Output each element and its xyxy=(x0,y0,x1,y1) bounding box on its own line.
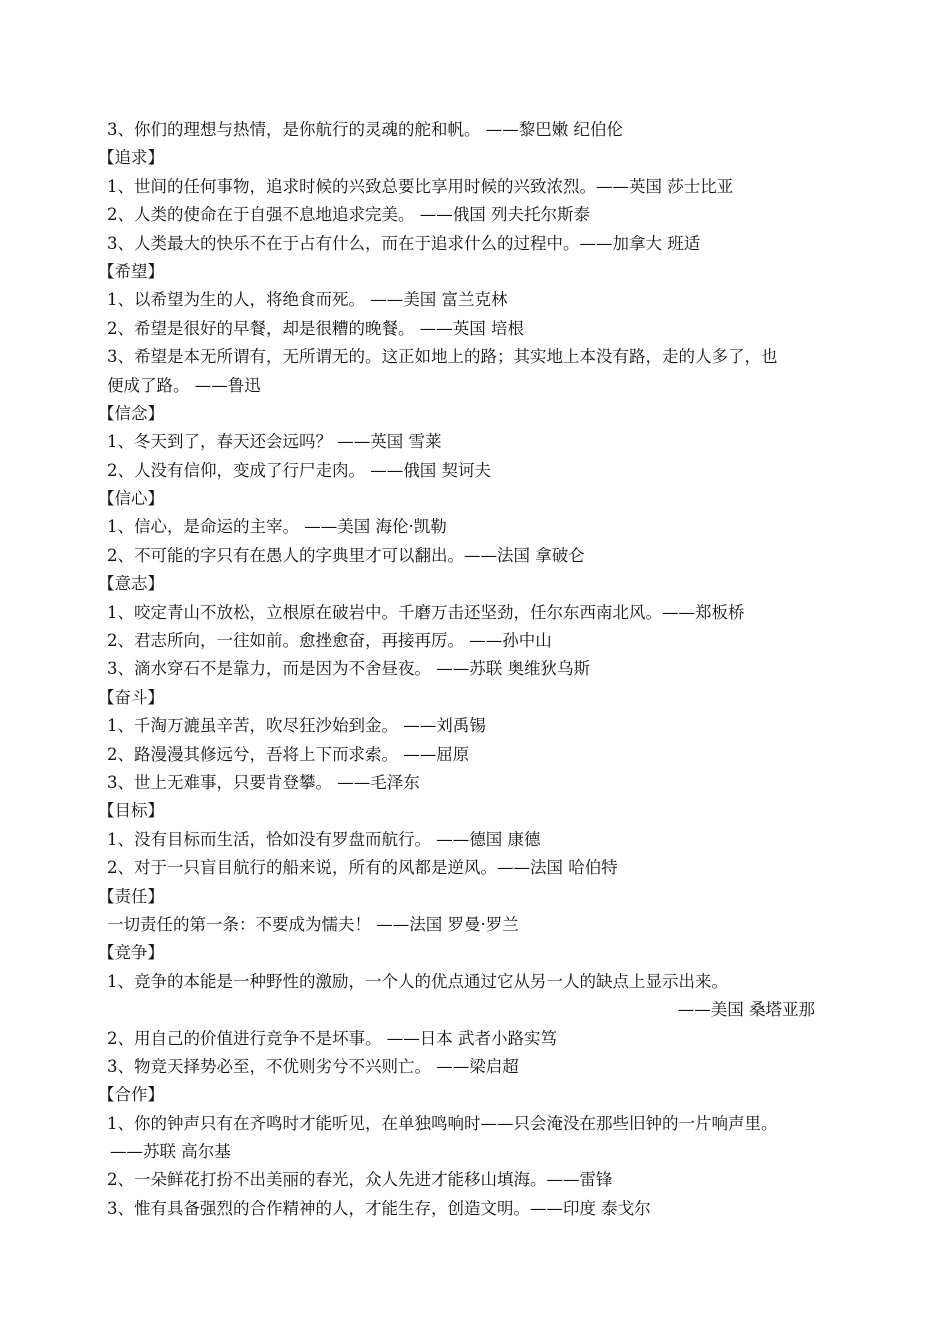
section-heading: 【目标】 xyxy=(98,801,164,821)
quote-line: 3、惟有具备强烈的合作精神的人，才能生存，创造文明。——印度 泰戈尔 xyxy=(107,1198,651,1218)
quote-line: 2、用自己的价值进行竞争不是坏事。 ——日本 武者小路实笃 xyxy=(107,1028,557,1048)
quote-line: 2、君志所向，一往如前。愈挫愈奋，再接再厉。 ——孙中山 xyxy=(107,631,552,651)
quote-attribution: ——美国 桑塔亚那 xyxy=(677,1000,815,1020)
quote-line: 3、你们的理想与热情，是你航行的灵魂的舵和帆。 ——黎巴嫩 纪伯伦 xyxy=(107,120,623,139)
quote-line: 1、以希望为生的人，将绝食而死。 ——美国 富兰克林 xyxy=(107,290,508,310)
section-heading: 【追求】 xyxy=(98,148,164,168)
quote-line: 2、人没有信仰，变成了行尸走肉。 ——俄国 契诃夫 xyxy=(107,460,491,480)
quote-line: 1、信心，是命运的主宰。 ——美国 海伦·凯勒 xyxy=(107,517,447,537)
quote-line: 1、世间的任何事物，追求时候的兴致总要比享用时候的兴致浓烈。——英国 莎士比亚 xyxy=(107,176,734,196)
quote-line: 2、一朵鲜花打扮不出美丽的春光，众人先进才能移山填海。——雷锋 xyxy=(107,1170,613,1190)
document-page xyxy=(98,116,867,1223)
quote-line: 一切责任的第一条：不要成为懦夫！ ——法国 罗曼·罗兰 xyxy=(107,914,519,934)
quote-line: 1、咬定青山不放松，立根原在破岩中。千磨万击还坚劲，任尔东西南北风。——郑板桥 xyxy=(107,602,745,622)
quote-line: 2、不可能的字只有在愚人的字典里才可以翻出。——法国 拿破仑 xyxy=(107,545,585,565)
quote-line: 2、希望是很好的早餐，却是很糟的晚餐。 ——英国 培根 xyxy=(107,318,524,338)
section-heading: 【信念】 xyxy=(98,403,164,423)
quote-line: 3、人类最大的快乐不在于占有什么，而在于追求什么的过程中。——加拿大 班适 xyxy=(107,233,701,253)
quote-line: 2、路漫漫其修远兮，吾将上下而求索。 ——屈原 xyxy=(107,744,470,764)
quote-attribution: ——苏联 高尔基 xyxy=(110,1142,231,1162)
section-heading: 【信心】 xyxy=(98,489,164,509)
quote-line: 1、没有目标而生活，恰如没有罗盘而航行。 ——德国 康德 xyxy=(107,829,541,849)
section-heading: 【竞争】 xyxy=(98,943,164,963)
section-heading: 【奋斗】 xyxy=(98,687,164,707)
quote-line: 3、滴水穿石不是靠力，而是因为不舍昼夜。 ——苏联 奥维狄乌斯 xyxy=(107,659,590,679)
quote-line: 2、对于一只盲目航行的船来说，所有的风都是逆风。——法国 哈伯特 xyxy=(107,858,618,878)
section-heading: 【希望】 xyxy=(98,261,164,281)
quote-line: 3、物竞天择势必至，不优则劣兮不兴则亡。 ——梁启超 xyxy=(107,1056,519,1076)
quote-line: 1、冬天到了，春天还会远吗？ ——英国 雪莱 xyxy=(107,432,442,452)
quote-line: 便成了路。 ——鲁迅 xyxy=(107,375,261,395)
section-heading: 【责任】 xyxy=(98,886,164,906)
quote-line: 2、人类的使命在于自强不息地追求完美。 ——俄国 列夫托尔斯泰 xyxy=(107,205,590,225)
quote-line: 3、世上无难事，只要肯登攀。 ——毛泽东 xyxy=(107,772,420,792)
quote-line: 1、你的钟声只有在齐鸣时才能听见，在单独鸣响时——只会淹没在那些旧钟的一片响声里。 xyxy=(107,1113,778,1133)
quote-line: 1、千淘万漉虽辛苦，吹尽狂沙始到金。 ——刘禹锡 xyxy=(107,716,486,736)
section-heading: 【意志】 xyxy=(98,574,164,594)
section-heading: 【合作】 xyxy=(98,1085,164,1105)
quote-line: 1、竞争的本能是一种野性的激励，一个人的优点通过它从另一人的缺点上显示出来。 xyxy=(107,971,728,991)
quote-line: 3、希望是本无所谓有，无所谓无的。这正如地上的路；其实地上本没有路，走的人多了，也 xyxy=(107,347,778,367)
